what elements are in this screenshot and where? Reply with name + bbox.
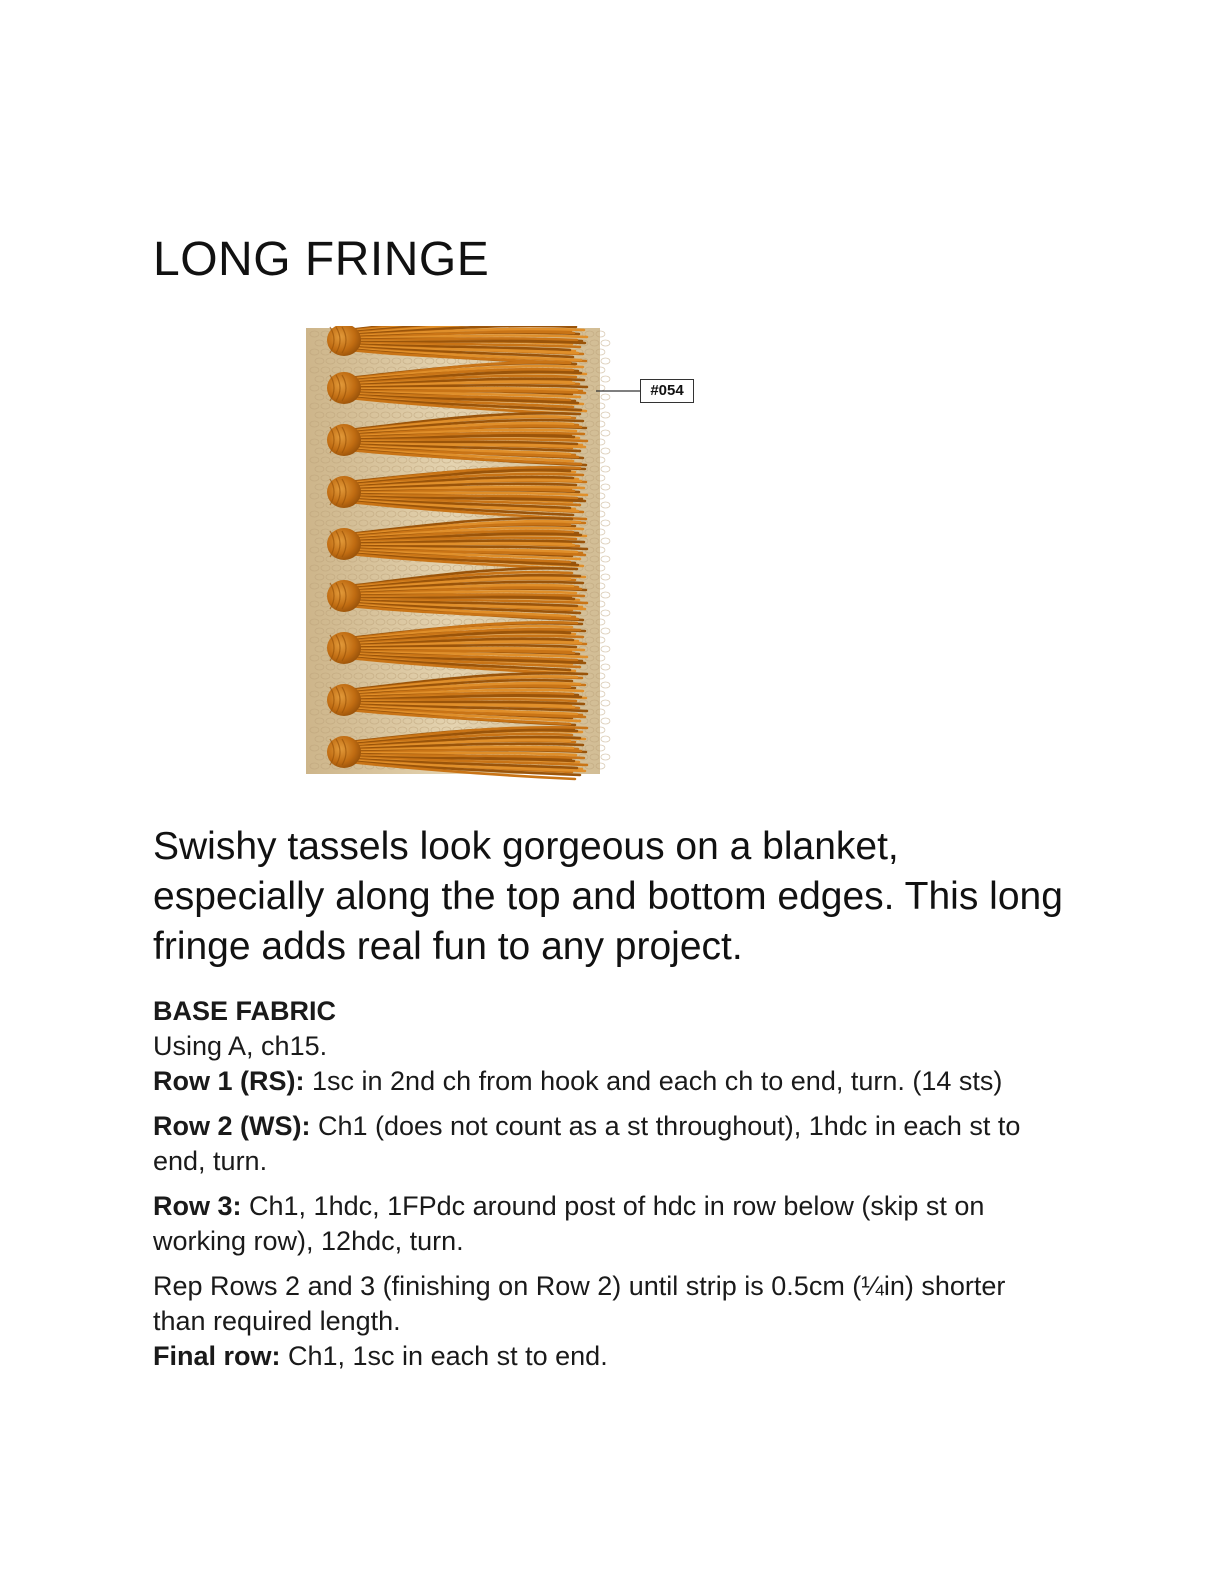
stitch-texture xyxy=(601,646,610,652)
stitch-texture xyxy=(601,520,610,526)
row-3-label: Row 3: xyxy=(153,1191,242,1221)
row-2-text: Ch1 (does not count as a st throughout), 1hdc in each st to end, turn. xyxy=(153,1111,1021,1176)
stitch-texture xyxy=(601,484,610,490)
repeat-instruction: Rep Rows 2 and 3 (finishing on Row 2) until strip is 0.5cm (¼in) shorter than required length. xyxy=(153,1271,1006,1336)
intro-paragraph: Swishy tassels look gorgeous on a blanket, especially along the top and bottom edges. This long fringe adds real fun to any project. xyxy=(153,825,1063,968)
stitch-texture xyxy=(601,502,610,508)
tassel-knot xyxy=(327,372,361,404)
stitch-texture xyxy=(601,700,610,706)
final-row-text: Ch1, 1sc in each st to end. xyxy=(280,1341,608,1371)
stitch-texture xyxy=(601,358,610,364)
stitch-texture xyxy=(601,394,610,400)
row-2-label: Row 2 (WS): xyxy=(153,1111,311,1141)
row-1-instruction xyxy=(153,1064,1053,1099)
row-2-instruction xyxy=(153,1109,1053,1179)
setup-line: Using A, ch15. xyxy=(153,1031,328,1061)
tassel-knot xyxy=(327,632,361,664)
row-1-text: 1sc in 2nd ch from hook and each ch to end, turn. (14 sts) xyxy=(304,1066,1003,1096)
final-row-label: Final row: xyxy=(153,1341,281,1371)
stitch-texture xyxy=(601,556,610,562)
stitch-texture xyxy=(601,538,610,544)
swatch-code-label: #054 xyxy=(640,379,694,403)
stitch-texture xyxy=(601,592,610,598)
tassel-knot xyxy=(327,476,361,508)
instructions-section xyxy=(153,994,1053,1374)
stitch-texture xyxy=(601,682,610,688)
fringe-swatch-figure xyxy=(300,326,710,782)
tassel-knot xyxy=(327,424,361,456)
stitch-texture xyxy=(601,664,610,670)
stitch-texture xyxy=(601,376,610,382)
page-title: LONG FRINGE xyxy=(153,233,490,286)
stitch-texture xyxy=(601,754,610,760)
stitch-texture xyxy=(601,610,610,616)
row-1-label: Row 1 (RS): xyxy=(153,1066,305,1096)
tassel-knot xyxy=(327,580,361,612)
section-heading: BASE FABRIC xyxy=(153,996,337,1026)
stitch-texture xyxy=(601,736,610,742)
row-3-text: Ch1, 1hdc, 1FPdc around post of hdc in row below (skip st on working row), 12hdc, turn. xyxy=(153,1191,985,1256)
final-row-instruction xyxy=(153,1339,1053,1374)
stitch-texture xyxy=(601,574,610,580)
stitch-texture xyxy=(601,430,610,436)
stitch-texture xyxy=(601,412,610,418)
tassel-knot xyxy=(327,528,361,560)
stitch-texture xyxy=(601,718,610,724)
stitch-texture xyxy=(601,466,610,472)
stitch-texture xyxy=(601,448,610,454)
stitch-texture xyxy=(601,340,610,346)
tassel-knot xyxy=(327,684,361,716)
row-3-instruction xyxy=(153,1189,1053,1259)
tassel-knot xyxy=(327,736,361,768)
stitch-texture xyxy=(601,628,610,634)
